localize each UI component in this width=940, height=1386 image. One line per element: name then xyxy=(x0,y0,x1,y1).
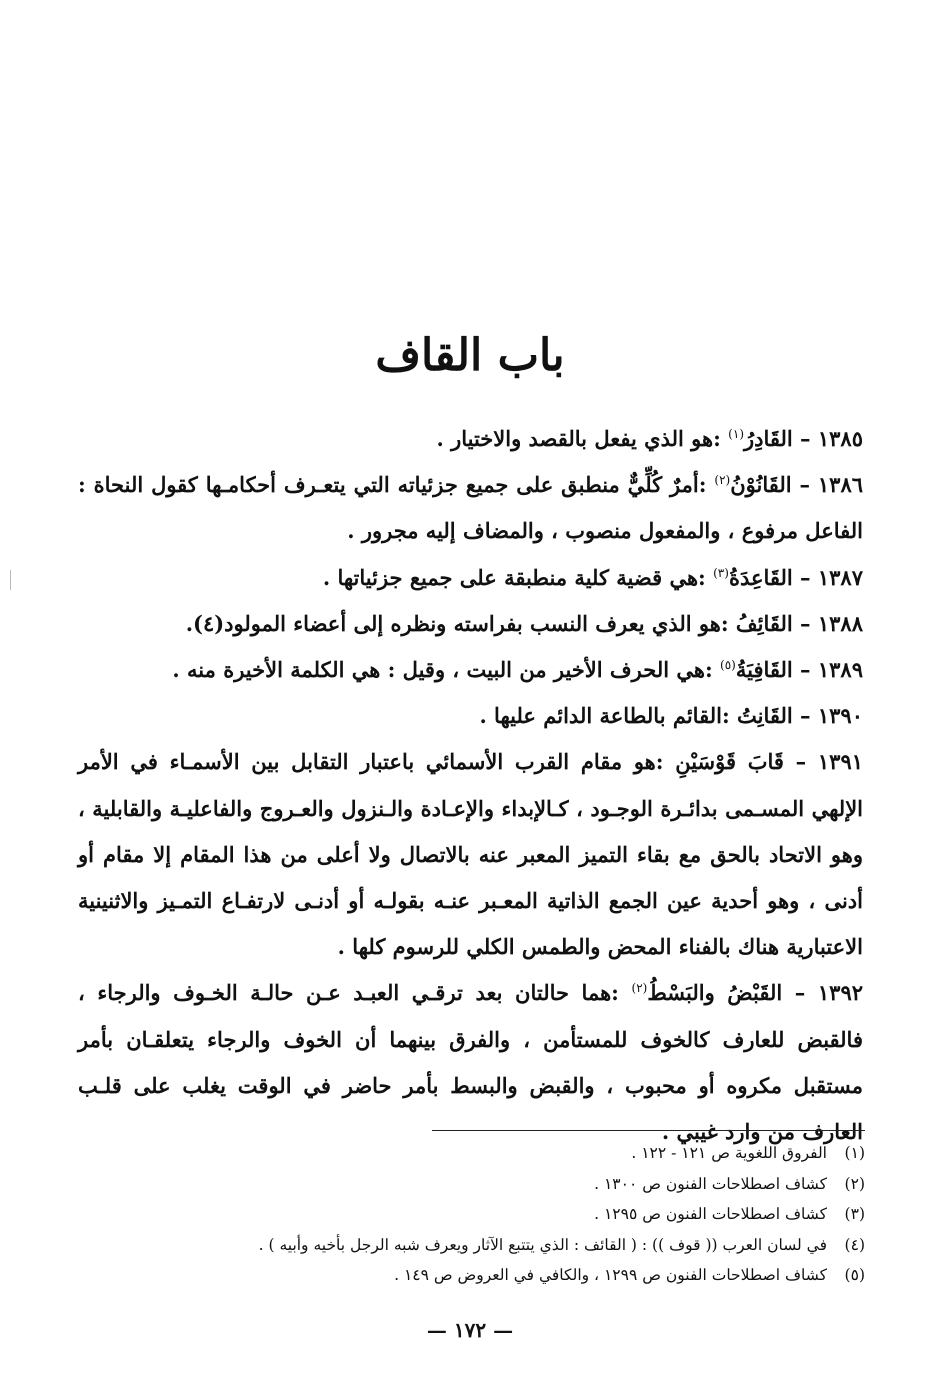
entry-term: القَائِفُ xyxy=(735,610,793,636)
footnote-text: كشاف اصطلاحات الفنون ص ١٣٠٠ . xyxy=(594,1174,827,1193)
entry-1387: ١٣٨٧ – القَاعِدَةُ$^{(٣)}$ :هي قضية كلية منطبقة على جميع جزئياتها . xyxy=(322,564,863,590)
entry-1385: ١٣٨٥ – القَادِرُ$^{(١)}$ :هو الذي يفعل بالقصد والاختيار . xyxy=(436,426,863,451)
footnote-ref: (٢) xyxy=(631,981,648,996)
entry-separator: : xyxy=(698,472,707,498)
footnote-text: كشاف اصطلاحات الفنون ص ١٢٩٥ . xyxy=(594,1205,827,1223)
footnote-item xyxy=(120,1260,865,1291)
chapter-title: باب القاف xyxy=(375,330,565,381)
footnote-divider xyxy=(432,1130,865,1131)
entry-number: ١٣٩٢ xyxy=(817,980,864,1006)
footnotes xyxy=(120,1138,865,1291)
entry-1386: ١٣٨٦ – القَانُوْنُ$^{(٢)}$ :أمرٌ كُلِّيٌّ منطبق على جميع جزئياته التي يتعـرف أحكامـها كقول النحاة : الفاعل مرفوع ، والمفعول منصوب ، والمضاف إليه مجرور . xyxy=(78,472,864,544)
entry-separator: : xyxy=(611,980,619,1006)
entry-definition: هو الذي يعرف النسب بفراسته ونظره إلى أعضاء المولود(٤). xyxy=(185,610,721,636)
footnote-item xyxy=(120,1199,865,1230)
entry-1388: ١٣٨٨ – القَائِفُ :هو الذي يعرف النسب بفراسته ونظره إلى أعضاء المولود(٤). xyxy=(185,610,863,636)
entry-1390: ١٣٩٠ – القَانِتُ :القائم بالطاعة الدائم عليها . xyxy=(479,703,863,729)
footnote-item xyxy=(120,1169,865,1200)
entry-term: القَافِيَةُ xyxy=(735,657,793,683)
footnote-text: في لسان العرب (( قوف )) : ( القائف : الذي يتتبع الآثار ويعرف شبه الرجل بأخيه وأبيه ) . xyxy=(258,1235,827,1254)
entry-definition: هو مقام القرب الأسمائي باعتبار التقابل بين الأسمـاء في الأمر الإلهي المسـمى بدائـرة الوجـود ، كـالإبداء والإعـادة والـنزول والعـروج والفاعليـة والقابلية ، وهو الاتحاد بالحق مع بقاء التميز المعبر عنه بالاتصال ولا أعلى من هذا المقام إلا مقام أو أدنى ، وهو أحدية عين الجمع الذاتية المعـبر عنـه بقولـه أو أدنـى لارتفـاع التمـيز والاثنينية الاعتبارية هناك بالفناء المحض والطمس الكلي للرسوم كلها . xyxy=(78,749,863,960)
entry-number: ١٣٨٧ xyxy=(817,564,863,590)
footnote-ref: (٥) xyxy=(720,658,736,673)
entry-term: القَاعِدَةُ xyxy=(728,564,793,590)
footnote-mark: (٥) xyxy=(844,1266,865,1284)
footnote-mark: (٢) xyxy=(844,1174,865,1193)
entry-number: ١٣٨٨ xyxy=(817,610,863,636)
footnote-ref: (٢) xyxy=(714,473,731,488)
entry-number: ١٣٨٦ xyxy=(817,472,864,498)
entry-definition: هي الحرف الأخير من البيت ، وقيل : هي الكلمة الأخيرة منه . xyxy=(172,657,705,683)
entry-definition: أمرٌ كُلِّيٌّ منطبق على جميع جزئياته التي يتعـرف أحكامـها كقول النحاة : الفاعل مرفوع ، والمفعول منصوب ، والمضاف إليه مجرور . xyxy=(78,472,863,544)
entry-separator: : xyxy=(698,564,706,590)
footnote-item xyxy=(120,1230,865,1261)
entry-separator: : xyxy=(720,610,729,636)
entry-definition: هي قضية كلية منطبقة على جميع جزئياتها . xyxy=(322,564,699,590)
page-number: — ١٧٢ — xyxy=(426,1318,514,1342)
footnote-text: كشاف اصطلاحات الفنون ص ١٢٩٩ ، والكافي في العروض ص ١٤٩ . xyxy=(394,1266,827,1284)
entry-separator: : xyxy=(721,703,730,729)
entry-1392: ١٣٩٢ – القَبْضُ والبَسْطُ$^{(٢)}$ :هما حالتان بعد ترقـي العبـد عـن حالـة الخـوف والرجاء ، فالقبض للعارف كالخوف للمستأمن ، والفرق بينهما أن الخوف والرجاء يتعلقـان بأمر مستقبل مكروه أو محبوب ، والقبض والبسط بأمر حاضر في الوقت يغلب على قلـب العارف من وارد غيبي . xyxy=(78,980,864,1145)
entries-body xyxy=(78,416,863,1155)
entry-number: ١٣٨٩ xyxy=(817,657,863,683)
entry-definition: هما حالتان بعد ترقـي العبـد عـن حالـة الخـوف والرجاء ، فالقبض للعارف كالخوف للمستأمن ، والفرق بينهما أن الخوف والرجاء يتعلقـان بأمر مستقبل مكروه أو محبوب ، والقبض والبسط بأمر حاضر في الوقت يغلب على قلـب العارف من وارد غيبي . xyxy=(78,980,863,1145)
entry-number: ١٣٩٠ xyxy=(817,703,863,729)
footnote-ref: (٣) xyxy=(713,565,729,580)
footnote-text: الفروق اللغوية ص ١٢١ - ١٢٢ . xyxy=(631,1144,827,1162)
footnote-mark: (١) xyxy=(844,1144,865,1162)
footnote-mark: (٣) xyxy=(844,1205,865,1223)
entry-term: القَبْضُ والبَسْطُ xyxy=(647,980,783,1006)
entry-separator: : xyxy=(655,749,664,775)
footnote-item xyxy=(120,1138,865,1169)
entry-1389: ١٣٨٩ – القَافِيَةُ$^{(٥)}$ :هي الحرف الأخير من البيت ، وقيل : هي الكلمة الأخيرة منه . xyxy=(172,657,863,683)
entry-definition: هو الذي يفعل بالقصد والاختيار . xyxy=(436,426,714,451)
entry-number: ١٣٩١ xyxy=(817,749,864,775)
entry-term: القَادِرُ xyxy=(744,426,793,451)
footnote-ref: (١) xyxy=(728,427,744,441)
entry-term: قَابَ قَوْسَيْنِ xyxy=(675,749,784,775)
entry-definition: القائم بالطاعة الدائم عليها . xyxy=(479,703,722,729)
entry-separator: : xyxy=(704,657,713,683)
entry-term: القَانُوْنُ xyxy=(730,472,792,498)
footnote-mark: (٤) xyxy=(844,1235,865,1254)
entry-1391: ١٣٩١ – قَابَ قَوْسَيْنِ :هو مقام القرب الأسمائي باعتبار التقابل بين الأسمـاء في الأمر الإلهي المسـمى بدائـرة الوجـود ، كـالإبداء والإعـادة والـنزول والعـروج والفاعليـة والقابلية ، وهو الاتحاد بالحق مع بقاء التميز المعبر عنه بالاتصال ولا أعلى من هذا المقام إلا مقام أو أدنى ، وهو أحدية عين الجمع الذاتية المعـبر عنـه بقولـه أو أدنـى لارتفـاع التمـيز والاثنينية الاعتبارية هناك بالفناء المحض والطمس الكلي للرسوم كلها . xyxy=(78,749,864,960)
entry-number: ١٣٨٥ xyxy=(817,426,863,451)
entry-term: القَانِتُ xyxy=(737,703,793,729)
entry-separator: : xyxy=(713,426,721,451)
scan-margin-mark xyxy=(10,570,12,590)
